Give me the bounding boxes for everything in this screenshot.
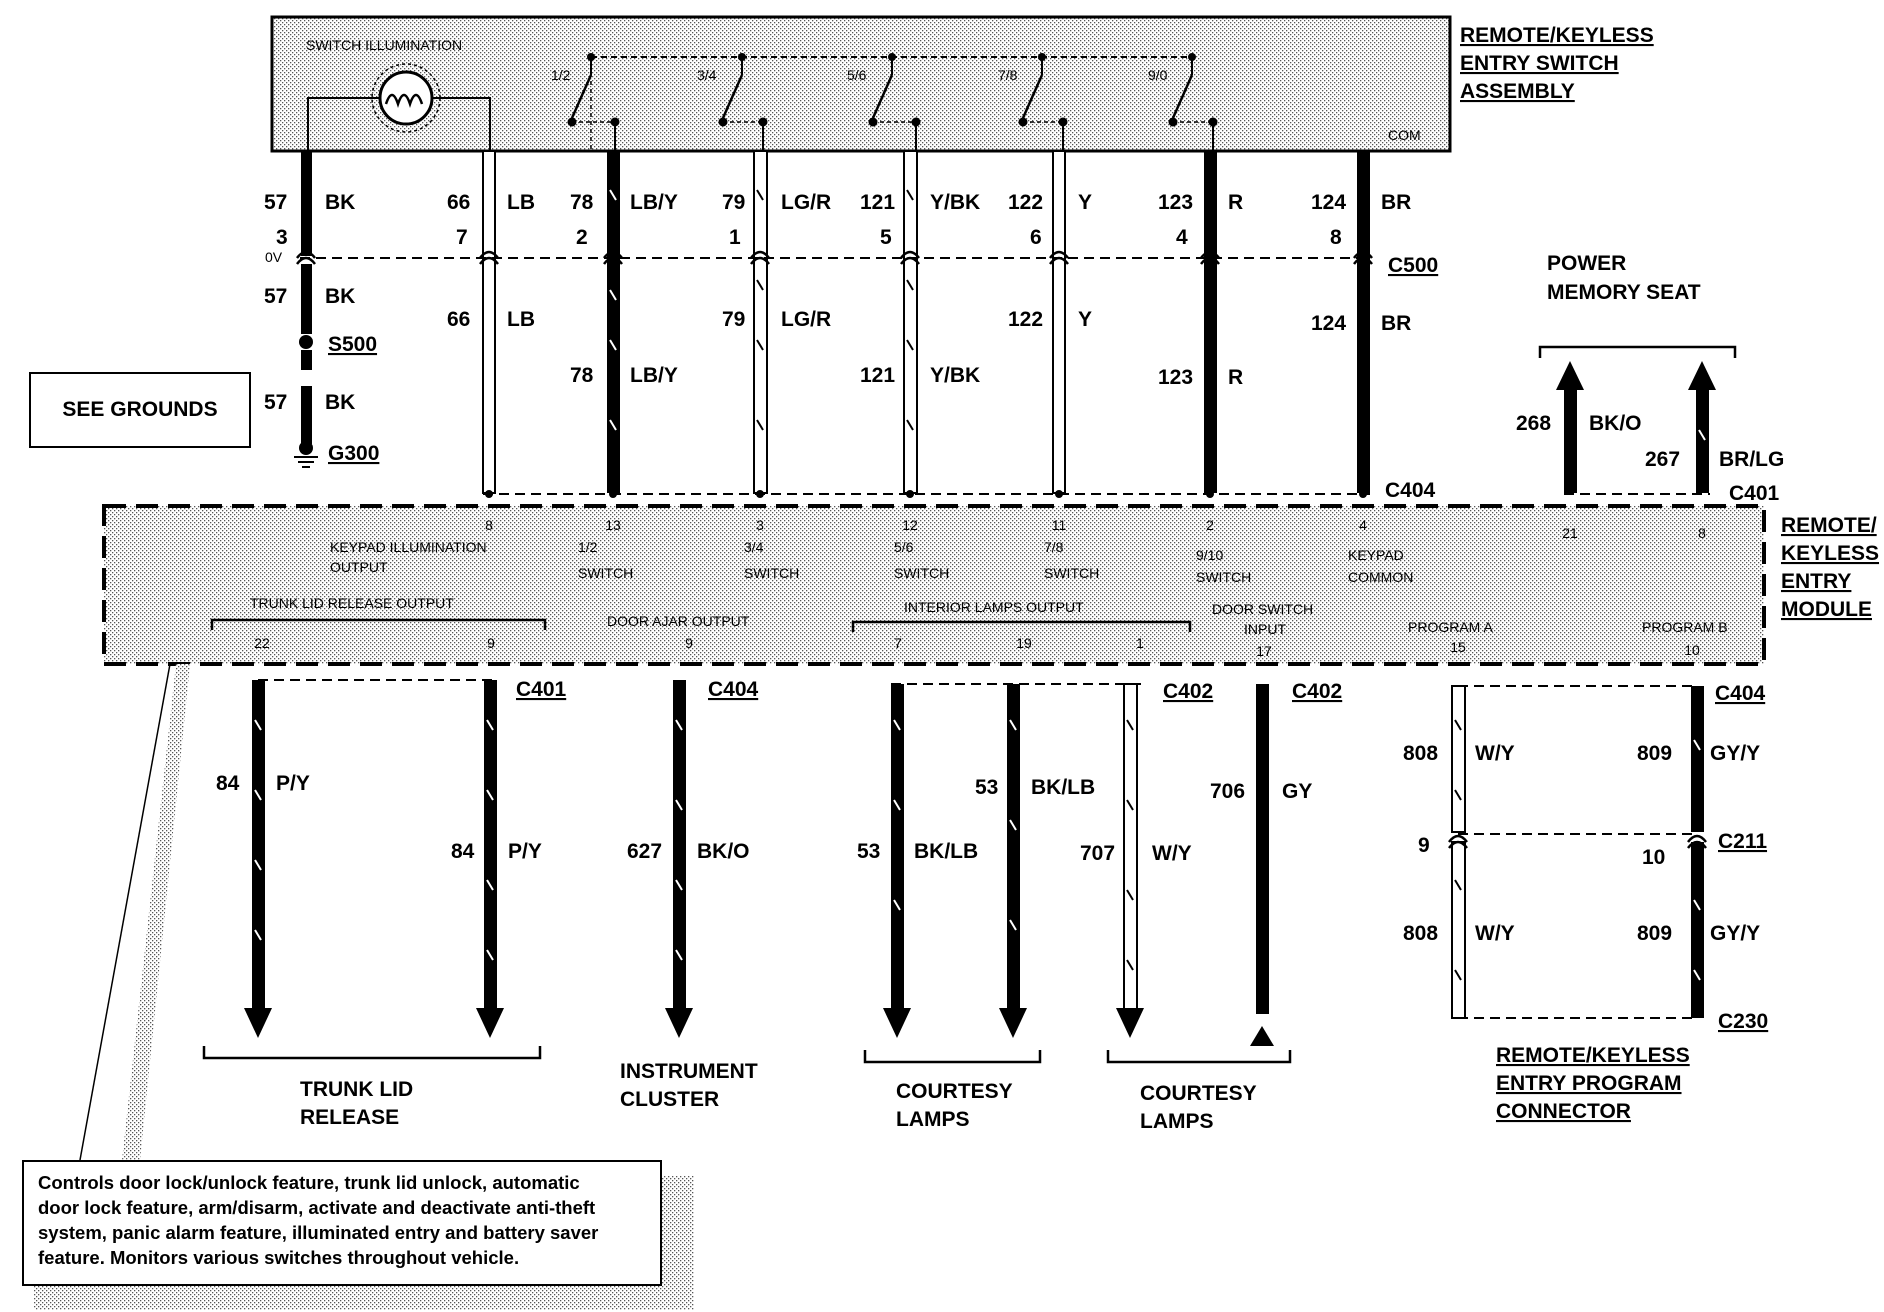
- svg-text:57: 57: [264, 285, 288, 308]
- svg-text:Y/BK: Y/BK: [930, 191, 981, 214]
- svg-text:3: 3: [756, 517, 764, 533]
- svg-text:KEYLESS: KEYLESS: [1781, 542, 1880, 565]
- svg-text:8: 8: [1330, 226, 1342, 249]
- svg-text:REMOTE/KEYLESS: REMOTE/KEYLESS: [1496, 1044, 1690, 1067]
- svg-text:78: 78: [570, 364, 594, 387]
- module-description-note: [22, 1160, 662, 1286]
- svg-text:21: 21: [1562, 525, 1578, 541]
- svg-text:LG/R: LG/R: [781, 191, 832, 214]
- voltage-label: 0V: [265, 249, 283, 265]
- svg-text:19: 19: [1016, 635, 1032, 651]
- svg-text:MODULE: MODULE: [1781, 598, 1872, 621]
- svg-text:GY: GY: [1282, 780, 1313, 803]
- note-line: system, panic alarm feature, illuminated entry and battery saver: [38, 1222, 599, 1243]
- svg-text:53: 53: [857, 840, 881, 863]
- svg-text:BK/LB: BK/LB: [1031, 776, 1096, 799]
- svg-text:7: 7: [894, 635, 902, 651]
- svg-text:INPUT: INPUT: [1244, 621, 1286, 637]
- svg-text:W/Y: W/Y: [1152, 842, 1192, 865]
- switch-assembly-title: [1460, 24, 1654, 103]
- c402-label-2: C402: [1292, 680, 1343, 703]
- switch-9-0-label: 9/0: [1148, 67, 1168, 83]
- svg-text:1/2: 1/2: [578, 539, 598, 555]
- svg-text:706: 706: [1210, 780, 1246, 803]
- svg-text:BK/LB: BK/LB: [914, 840, 979, 863]
- splice-label: S500: [328, 333, 378, 356]
- svg-text:9: 9: [1418, 834, 1430, 857]
- svg-text:Y: Y: [1078, 191, 1093, 214]
- svg-text:79: 79: [722, 308, 746, 331]
- svg-text:15: 15: [1450, 639, 1466, 655]
- svg-text:Y: Y: [1078, 308, 1093, 331]
- svg-text:KEYPAD: KEYPAD: [1348, 547, 1404, 563]
- svg-text:LB/Y: LB/Y: [630, 364, 678, 387]
- c401-top-label: C401: [1729, 482, 1780, 505]
- svg-text:INSTRUMENT: INSTRUMENT: [620, 1060, 758, 1083]
- svg-text:1: 1: [729, 226, 741, 249]
- svg-text:121: 121: [860, 191, 896, 214]
- svg-text:57: 57: [264, 391, 288, 414]
- svg-text:BR: BR: [1381, 191, 1412, 214]
- c402-label-1: C402: [1163, 680, 1214, 703]
- svg-text:6: 6: [1030, 226, 1042, 249]
- svg-text:84: 84: [216, 772, 240, 795]
- switch-illumination-label: SWITCH ILLUMINATION: [306, 37, 463, 53]
- svg-text:17: 17: [1256, 643, 1272, 659]
- svg-text:BK: BK: [325, 285, 356, 308]
- svg-text:ENTRY: ENTRY: [1781, 570, 1852, 593]
- svg-text:8: 8: [1698, 525, 1706, 541]
- svg-text:LB/Y: LB/Y: [630, 191, 678, 214]
- svg-text:122: 122: [1008, 308, 1044, 331]
- svg-text:8: 8: [485, 517, 493, 533]
- switch-1-2-label: 1/2: [551, 67, 571, 83]
- com-label: COM: [1388, 127, 1421, 143]
- c230-label: C230: [1718, 1010, 1769, 1033]
- note-line: door lock feature, arm/disarm, activate and deactivate anti-theft: [38, 1197, 596, 1218]
- svg-text:9: 9: [685, 635, 693, 651]
- svg-text:SWITCH: SWITCH: [744, 565, 800, 581]
- svg-text:REMOTE/KEYLESS: REMOTE/KEYLESS: [1460, 24, 1654, 47]
- svg-text:123: 123: [1158, 366, 1194, 389]
- svg-text:808: 808: [1403, 922, 1439, 945]
- svg-text:22: 22: [254, 635, 270, 651]
- svg-text:DOOR AJAR OUTPUT: DOOR AJAR OUTPUT: [607, 613, 750, 629]
- note-line: Controls door lock/unlock feature, trunk lid unlock, automatic: [38, 1172, 580, 1193]
- svg-text:R: R: [1228, 191, 1244, 214]
- svg-text:COURTESY: COURTESY: [896, 1080, 1013, 1103]
- svg-text:P/Y: P/Y: [276, 772, 310, 795]
- svg-text:7: 7: [456, 226, 468, 249]
- svg-text:809: 809: [1637, 922, 1673, 945]
- svg-text:ENTRY SWITCH: ENTRY SWITCH: [1460, 52, 1619, 75]
- svg-text:SWITCH: SWITCH: [894, 565, 950, 581]
- note-line: feature. Monitors various switches throughout vehicle.: [38, 1247, 520, 1268]
- svg-text:3: 3: [276, 226, 288, 249]
- svg-text:9: 9: [487, 635, 495, 651]
- svg-text:122: 122: [1008, 191, 1044, 214]
- svg-text:CLUSTER: CLUSTER: [620, 1088, 720, 1111]
- svg-text:627: 627: [627, 840, 663, 863]
- svg-text:BR/LG: BR/LG: [1719, 448, 1785, 471]
- svg-text:808: 808: [1403, 742, 1439, 765]
- svg-text:57: 57: [264, 191, 288, 214]
- svg-text:LB: LB: [507, 191, 535, 214]
- svg-text:13: 13: [605, 517, 621, 533]
- svg-text:POWER: POWER: [1547, 252, 1627, 275]
- lower-wire-labels: [216, 678, 1768, 1133]
- svg-text:78: 78: [570, 191, 594, 214]
- svg-text:GY/Y: GY/Y: [1710, 922, 1761, 945]
- svg-text:11: 11: [1051, 517, 1067, 533]
- c404-top-label: C404: [1385, 479, 1436, 502]
- c404-right-label: C404: [1715, 682, 1766, 705]
- svg-text:RELEASE: RELEASE: [300, 1106, 400, 1129]
- svg-text:5: 5: [880, 226, 892, 249]
- power-memory-seat: [1516, 252, 1784, 505]
- svg-text:GY/Y: GY/Y: [1710, 742, 1761, 765]
- see-grounds-box[interactable]: SEE GROUNDS: [29, 372, 251, 448]
- svg-text:BK/O: BK/O: [1589, 412, 1642, 435]
- svg-text:BK: BK: [325, 391, 356, 414]
- svg-text:3/4: 3/4: [744, 539, 764, 555]
- lower-wires: [204, 680, 1706, 1062]
- svg-text:REMOTE/: REMOTE/: [1781, 514, 1877, 537]
- svg-text:W/Y: W/Y: [1475, 922, 1515, 945]
- remote-keyless-entry-module: [104, 506, 1879, 664]
- svg-text:BK: BK: [325, 191, 356, 214]
- c401-bottom-label: C401: [516, 678, 567, 701]
- c500-label: C500: [1388, 254, 1439, 277]
- svg-text:267: 267: [1645, 448, 1681, 471]
- svg-text:SWITCH: SWITCH: [1196, 569, 1252, 585]
- svg-text:124: 124: [1311, 191, 1347, 214]
- svg-text:W/Y: W/Y: [1475, 742, 1515, 765]
- svg-text:10: 10: [1684, 642, 1700, 658]
- svg-text:2: 2: [576, 226, 588, 249]
- svg-text:10: 10: [1642, 846, 1666, 869]
- svg-text:5/6: 5/6: [894, 539, 914, 555]
- svg-text:707: 707: [1080, 842, 1116, 865]
- svg-text:BK/O: BK/O: [697, 840, 750, 863]
- c404-bottom-label: C404: [708, 678, 759, 701]
- svg-text:Y/BK: Y/BK: [930, 364, 981, 387]
- svg-text:LG/R: LG/R: [781, 308, 832, 331]
- svg-text:9/10: 9/10: [1196, 547, 1224, 563]
- svg-text:53: 53: [975, 776, 999, 799]
- switch-5-6-label: 5/6: [847, 67, 867, 83]
- svg-text:INTERIOR LAMPS OUTPUT: INTERIOR LAMPS OUTPUT: [904, 599, 1084, 615]
- svg-text:PROGRAM B: PROGRAM B: [1642, 619, 1728, 635]
- ground-icon: [294, 441, 318, 467]
- svg-text:66: 66: [447, 191, 471, 214]
- svg-text:DOOR SWITCH: DOOR SWITCH: [1212, 601, 1314, 617]
- svg-text:OUTPUT: OUTPUT: [330, 559, 388, 575]
- svg-text:COMMON: COMMON: [1348, 569, 1414, 585]
- svg-text:ENTRY PROGRAM: ENTRY PROGRAM: [1496, 1072, 1682, 1095]
- svg-text:LB: LB: [507, 308, 535, 331]
- svg-text:LAMPS: LAMPS: [1140, 1110, 1214, 1133]
- svg-text:124: 124: [1311, 312, 1347, 335]
- svg-text:BR: BR: [1381, 312, 1412, 335]
- svg-text:4: 4: [1176, 226, 1188, 249]
- svg-text:4: 4: [1359, 517, 1367, 533]
- svg-text:CONNECTOR: CONNECTOR: [1496, 1100, 1631, 1123]
- svg-text:PROGRAM A: PROGRAM A: [1408, 619, 1493, 635]
- svg-text:SWITCH: SWITCH: [1044, 565, 1100, 581]
- svg-text:ASSEMBLY: ASSEMBLY: [1460, 80, 1575, 103]
- c211-label: C211: [1718, 830, 1768, 853]
- upper-wire-labels: [264, 191, 1438, 502]
- svg-text:66: 66: [447, 308, 471, 331]
- svg-text:121: 121: [860, 364, 896, 387]
- svg-text:809: 809: [1637, 742, 1673, 765]
- svg-text:TRUNK LID RELEASE OUTPUT: TRUNK LID RELEASE OUTPUT: [250, 595, 454, 611]
- svg-text:84: 84: [451, 840, 475, 863]
- ground-label: G300: [328, 442, 380, 465]
- svg-text:123: 123: [1158, 191, 1194, 214]
- svg-text:COURTESY: COURTESY: [1140, 1082, 1257, 1105]
- svg-text:1: 1: [1136, 635, 1144, 651]
- switch-7-8-label: 7/8: [998, 67, 1018, 83]
- svg-text:79: 79: [722, 191, 746, 214]
- svg-text:LAMPS: LAMPS: [896, 1108, 970, 1131]
- svg-text:2: 2: [1206, 517, 1214, 533]
- switch-3-4-label: 3/4: [697, 67, 717, 83]
- svg-text:7/8: 7/8: [1044, 539, 1064, 555]
- svg-text:MEMORY SEAT: MEMORY SEAT: [1547, 281, 1701, 304]
- svg-text:R: R: [1228, 366, 1244, 389]
- svg-text:P/Y: P/Y: [508, 840, 542, 863]
- svg-text:SWITCH: SWITCH: [578, 565, 634, 581]
- svg-text:TRUNK LID: TRUNK LID: [300, 1078, 414, 1101]
- switch-assembly: [272, 17, 1654, 151]
- svg-text:12: 12: [902, 517, 918, 533]
- svg-text:268: 268: [1516, 412, 1552, 435]
- svg-text:KEYPAD ILLUMINATION: KEYPAD ILLUMINATION: [330, 539, 487, 555]
